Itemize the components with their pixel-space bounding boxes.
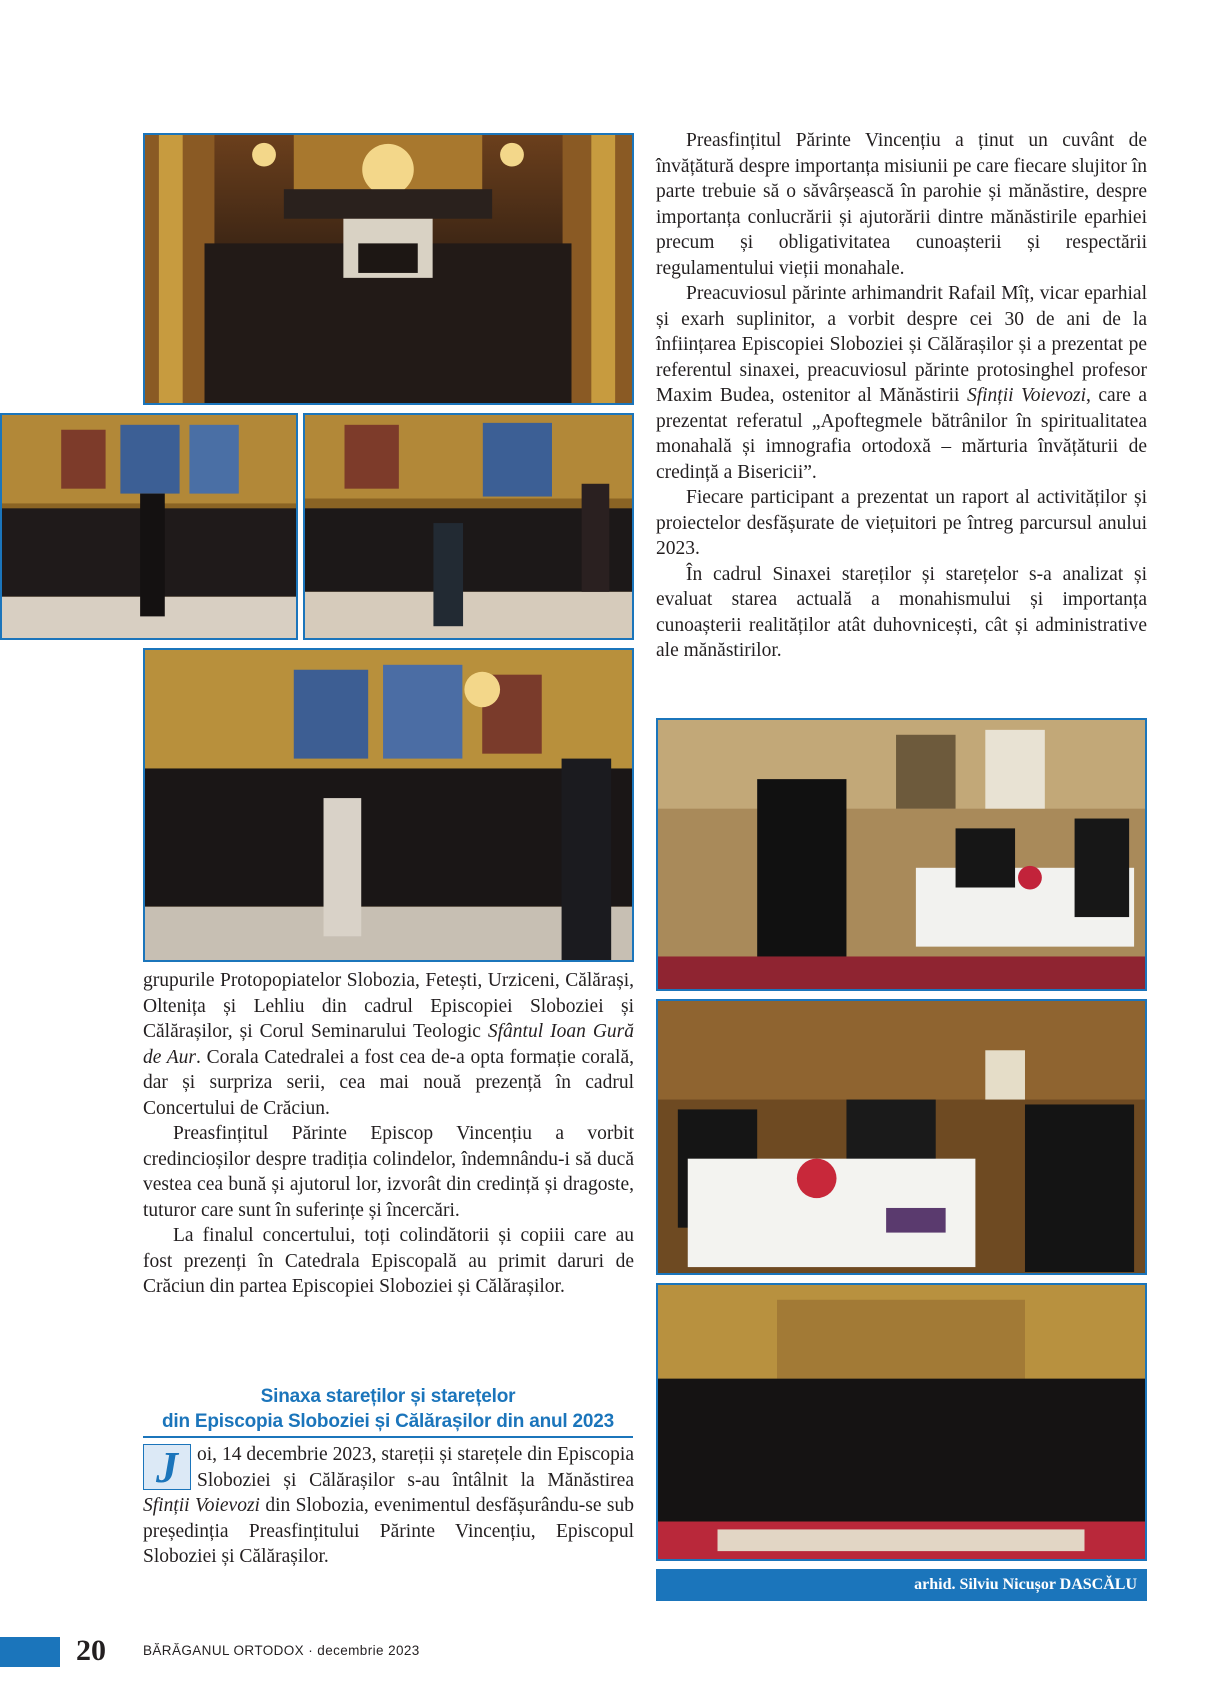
photo-cathedral-interior [143,133,634,405]
paragraph [656,281,1147,485]
paragraph: La finalul concertului, toți colindătorii și copiii care au fost prezenți în Catedrala Episcopală au primit daruri de Crăciun din partea Episcopiei Sloboziei și Călărașilor. [143,1225,634,1297]
text-run: . Corala Catedralei a fost cea de-a opta formație corală, dar și surpriza serii, cea mai nouă prezență în cadrul Concertului de Crăciun. [143,1046,634,1119]
page-number: 20 [76,1634,106,1667]
photo-choir-soloist [143,648,634,962]
heading-line-1: Sinaxa stareților și starețelor [260,1386,516,1407]
section-heading [143,1384,633,1434]
text-run: Preacuviosul părinte arhimandrit Rafail Mîț, vicar eparhial și exarh suplinitor, a vorbit despre cei 30 de ani de la înființarea Episcopiei Sloboziei și Călărașilor și a prezentat pe referentul sinaxei, preacuviosul părinte protosinghel profesor Maxim Budea, ostenitor al Mănăstirii [656,283,1147,406]
cathedral-interior-image [145,135,632,403]
photo-group [656,1283,1147,1561]
photo-synaxis-table [656,999,1147,1275]
text-run: din Slobozia, evenimentul desfășurându-se sub președinția Preasfințitului Părinte Vincențiu, Episcopul Sloboziei și Călărașilor. [143,1495,635,1567]
seminary-name: Sfântul Ioan Gură de Aur [143,1021,634,1068]
heading-line-2: din Episcopia Sloboziei și Călărașilor din anul 2023 [161,1411,615,1432]
paragraph: Preasfințitul Părinte Episcop Vincențiu a vorbit credincioșilor despre tradiția colindelor, îndemnându-i să ducă vestea cea bună și ajutorul lor, izvorât din credință și dragoste, tuturor care sunt în suferințe și încercări. [143,1123,634,1221]
photo-credit: arhid. Silviu Nicușor DASCĂLU [656,1569,1147,1601]
text-run: oi, 14 decembrie 2023, stareții și starețele din Episcopia Sloboziei și Călărașilor s-au întâlnit la Mănăstirea [197,1444,634,1491]
paragraph [143,1442,634,1570]
monastery-name: Sfinții Voievozi [143,1495,260,1516]
paragraph: Preasfințitul Părinte Vincențiu a ținut un cuvânt de învățătură despre importanța misiunii pe care fiecare slujitor în parte trebuie să o săvârșească în parohie și mănăstire, despre importanța conlucrării și ajutorării dintre mănăstirile eparhiei precum și obligativitatea cunoașterii și respectării regulamentului vieții monahale. [656,130,1147,279]
photo-monks-reading [656,718,1147,991]
synaxis-table-image [658,1001,1145,1273]
right-column-text [656,128,1147,664]
choir-right-image [305,415,632,638]
choir-left-image [2,415,296,638]
paragraph: În cadrul Sinaxei stareților și starețelor s-a analizat și evaluat starea actuală a monahismului și importanța cunoașterii realităților atât duhovnicești, cât și administrative ale mănăstirilor. [656,563,1147,661]
publication-name: BĂRĂGANUL ORTODOX · decembrie 2023 [143,1643,420,1658]
heading-divider [143,1436,633,1438]
choir-soloist-image [145,650,632,960]
text-run: grupurile Protopopiatelor Slobozia, Fetești, Urziceni, Călărași, Oltenița și Lehliu din cadrul Episcopiei Sloboziei și Călărașilor, și Corul Seminarului Teologic [143,970,634,1042]
paragraph [143,968,634,1121]
paragraph: Fiecare participant a prezentat un raport al activităților și proiectelor desfășurate de viețuitori pe întreg parcursul anului 2023. [656,487,1147,559]
monastery-name: Sfinții Voievozi [966,385,1087,406]
photo-choir-left [0,413,298,640]
photo-choir-right [303,413,634,640]
monks-reading-image [658,720,1145,989]
drop-cap: J [143,1444,191,1490]
section-text [143,1442,634,1570]
group-photo-image [658,1285,1145,1559]
text-run: , care a prezentat referatul „Apoftegmele bătrânilor în spiritualitatea monahală și imnografia ortodoxă – mărturia învățăturii de credință a Bisericii”. [656,385,1147,483]
footer-accent-bar [0,1637,60,1667]
left-column-text [143,968,634,1300]
